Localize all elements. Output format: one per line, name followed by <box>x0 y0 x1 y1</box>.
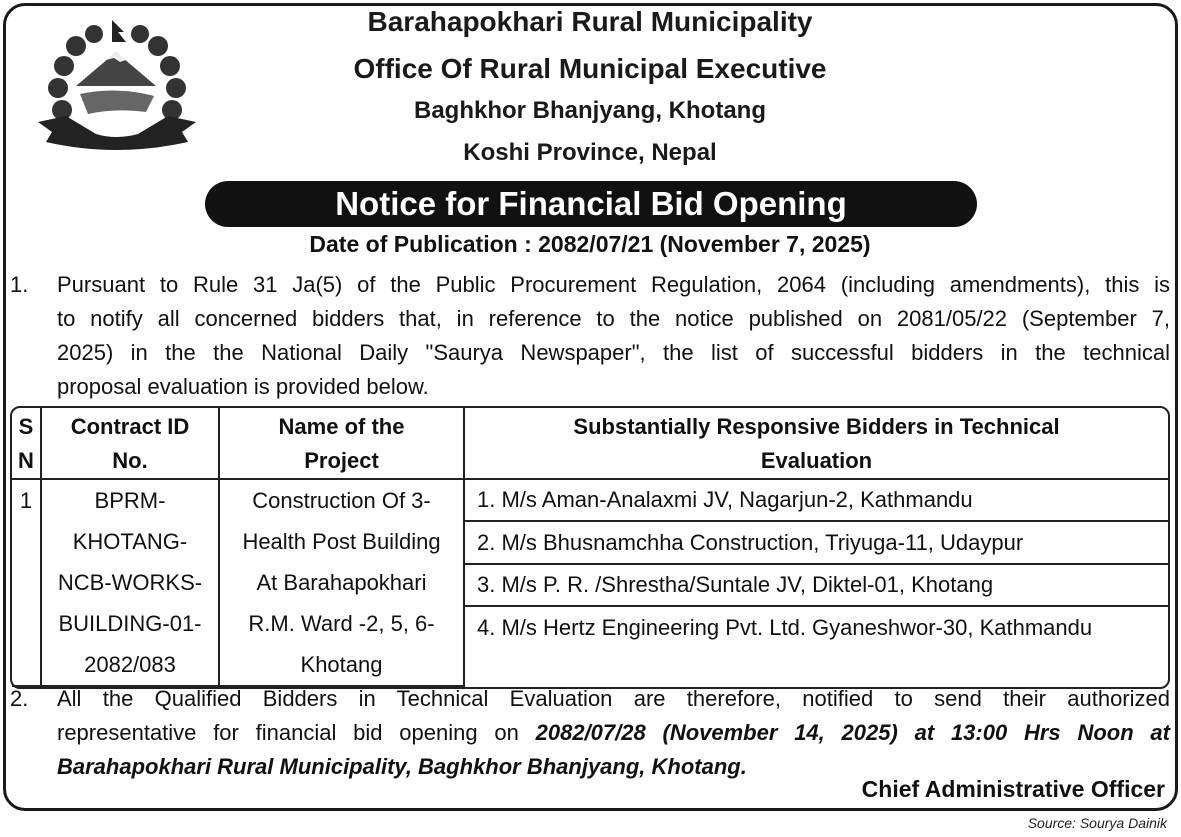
office-address: Baghkhor Bhanjyang, Khotang <box>413 97 766 124</box>
municipality-name: Barahapokhari Rural Municipality <box>367 6 813 37</box>
paragraph-line: 2025) in the the National Daily "Saurya Newspaper", the list of successful bidders in the technical <box>57 340 1170 365</box>
table-header-row <box>12 408 1168 480</box>
paragraph-line: representative for financial bid opening on 2082/07/28 (November 14, 2025) at 13:00 Hrs Noon at <box>57 720 1170 745</box>
signature-title: Chief Administrative Officer <box>861 776 1165 802</box>
paragraph-line: proposal evaluation is provided below. <box>57 374 429 399</box>
cell-project: Construction Of 3- Health Post Building At Barahapokhari R.M. Ward -2, 5, 6- Khotang <box>220 480 465 687</box>
paragraph-line: Barahapokhari Rural Municipality, Baghkhor Bhanjyang, Khotang. <box>57 754 747 779</box>
bidder-3: 3. M/s P. R. /Shrestha/Suntale JV, Diktel-01, Khotang <box>465 565 1168 607</box>
paragraph-line: to notify all concerned bidders that, in reference to the notice published on 2081/05/22 (September 7, <box>57 306 1170 331</box>
office-province: Koshi Province, Nepal <box>463 139 717 166</box>
header-sn: S N <box>12 408 42 480</box>
bidders-table <box>10 406 1170 689</box>
office-name: Office Of Rural Municipal Executive <box>353 53 827 84</box>
cell-sn: 1 <box>12 480 42 687</box>
table-row <box>12 480 1168 522</box>
source-credit: Source: Sourya Dainik <box>1027 815 1167 831</box>
paragraph-line: All the Qualified Bidders in Technical Evaluation are therefore, notified to send their authorized <box>57 686 1170 711</box>
paragraph-2 <box>10 682 1170 784</box>
bidder-1: 1. M/s Aman-Analaxmi JV, Nagarjun-2, Kathmandu <box>465 480 1168 522</box>
paragraph-line: Pursuant to Rule 31 Ja(5) of the Public Procurement Regulation, 2064 (including amendments), this is <box>57 272 1170 297</box>
header-bidders: Substantially Responsive Bidders in Technical Evaluation <box>465 408 1168 480</box>
notice-title: Notice for Financial Bid Opening <box>205 181 977 227</box>
publication-date: Date of Publication : 2082/07/21 (November 7, 2025) <box>309 231 871 257</box>
paragraph-1 <box>10 268 1170 404</box>
paragraph-number: 1. <box>10 272 29 297</box>
header-contract-id: Contract ID No. <box>42 408 220 480</box>
nepal-emblem-icon <box>36 16 198 152</box>
cell-contract-id: BPRM- KHOTANG- NCB-WORKS- BUILDING-01- 2082/083 <box>42 480 220 687</box>
bidder-4: 4. M/s Hertz Engineering Pvt. Ltd. Gyaneshwor-30, Kathmandu <box>477 614 1093 640</box>
bidder-2: 2. M/s Bhusnamchha Construction, Triyuga-11, Udaypur <box>465 522 1168 564</box>
paragraph-number: 2. <box>10 686 29 711</box>
header-project: Name of the Project <box>220 408 465 480</box>
